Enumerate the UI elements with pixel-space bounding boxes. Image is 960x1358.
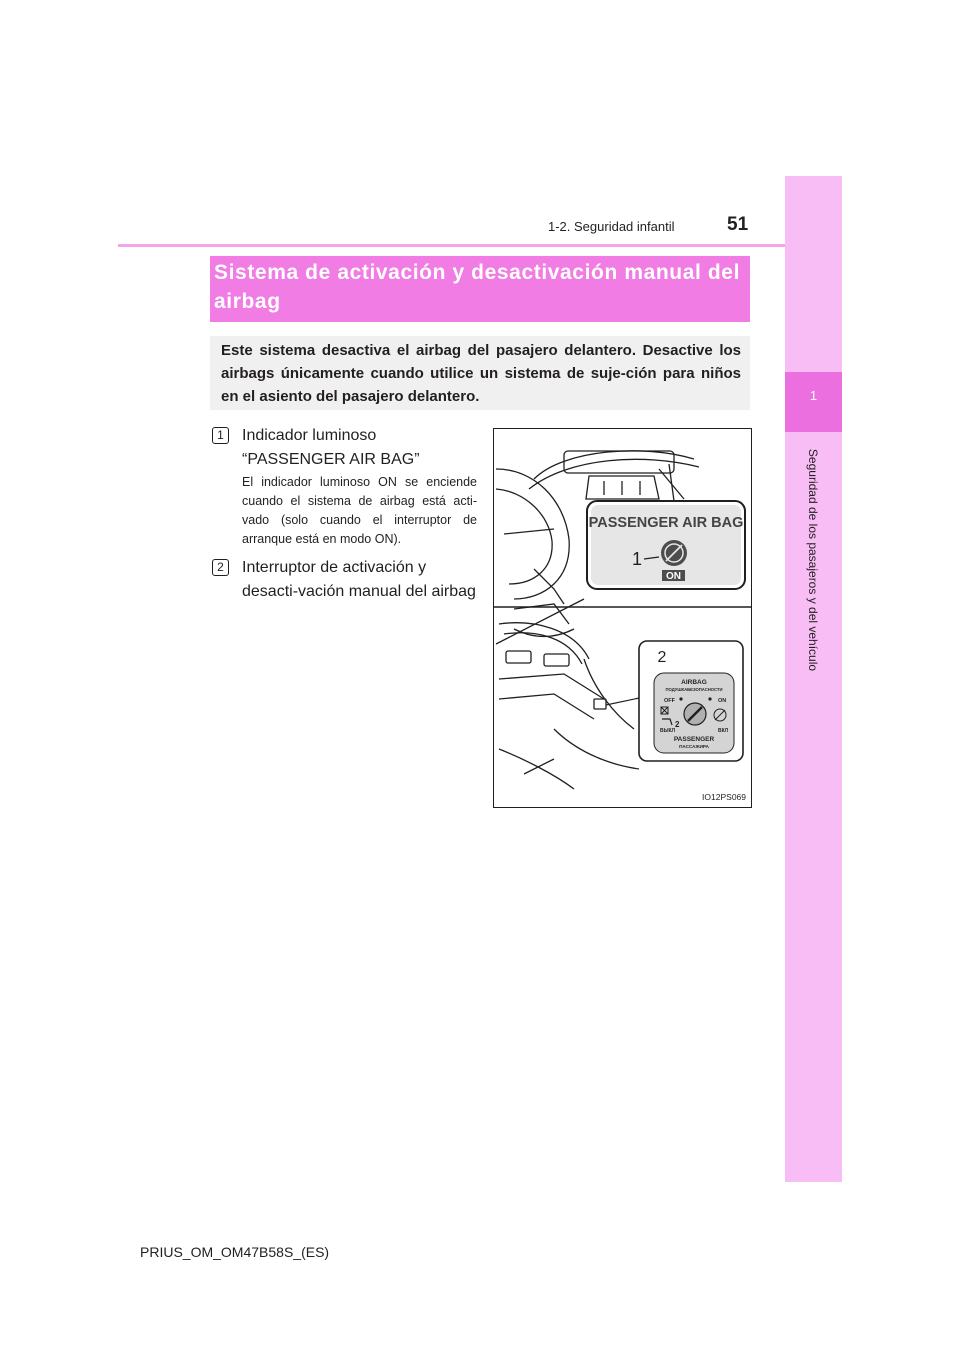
indicator-label: PASSENGER AIR BAG [588,515,744,531]
switch-label-off: OFF [664,698,675,704]
summary-text: Este sistema desactiva el airbag del pasajero delantero. Desactive los airbags únicamente cuando utilice un sistema de suje-ción para niños en el asiento del pasajero delantero. [221,342,741,405]
switch-label-airbag: AIRBAG [681,679,707,686]
header-rule [118,244,785,247]
item-title: Indicador luminoso “PASSENGER AIR BAG” [242,427,420,468]
glovebox-drawing [499,623,639,789]
switch-label-passenger: PASSENGER [673,736,715,743]
key-switch-icon [684,703,706,725]
figure-code: IO12PS069 [702,792,746,802]
switch-label-off-ru: ВЫКЛ [660,728,676,734]
switch-label-passenger-ru: ПАССАЖИРА [679,744,709,749]
item-number-badge: 1 [212,427,229,444]
switch-label-on-ru: ВКЛ [718,728,729,734]
svg-text:2: 2 [675,720,680,729]
section-name: 1-2. Seguridad infantil [548,219,675,234]
switch-label-airbag-ru: ПОДУШКАБЕЗОПАСНОСТИ [665,687,723,692]
item-number-badge: 2 [212,559,229,576]
callout-2: 2 [657,649,667,666]
airbag-off-icon [661,540,687,566]
side-tab-title: Seguridad de los pasajeros y del vehículo [806,448,820,672]
callout-1: 1 [631,549,643,569]
item-description: El indicador luminoso ON se enciende cuando el sistema de airbag está acti-vado (solo cuando el interruptor de arranque está en modo ON). [242,475,477,546]
page-number: 51 [727,214,749,235]
airbag-illustration [493,428,752,808]
side-tab-strip [785,176,842,1182]
item-title: Interruptor de activación y desacti-vación manual del airbag [242,559,476,600]
document-code: PRIUS_OM_OM47B58S_(ES) [140,1244,330,1260]
page-title: Sistema de activación y desactivación manual del airbag [214,261,741,313]
switch-label-on: ON [718,698,727,704]
on-indicator-label: ON [666,571,681,582]
side-tab-number: 1 [809,388,818,403]
